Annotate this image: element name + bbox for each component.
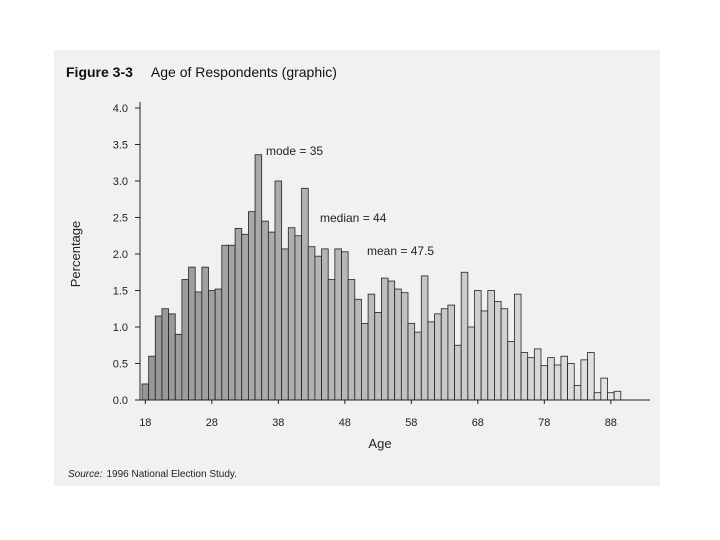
- bar-age-73: [508, 342, 515, 400]
- y-tick-label-4.0: 4.0: [112, 103, 128, 115]
- bar-age-69: [481, 311, 488, 400]
- y-axis-title: Percentage: [68, 220, 83, 288]
- bar-age-56: [395, 289, 402, 400]
- bar-age-78: [541, 366, 548, 400]
- bar-age-26: [195, 292, 202, 400]
- x-axis-title: Age: [368, 436, 392, 451]
- bar-age-47: [335, 249, 342, 400]
- bar-age-42: [302, 188, 309, 400]
- figure-panel: [54, 50, 660, 486]
- bar-age-86: [594, 393, 601, 400]
- bar-age-68: [475, 291, 482, 401]
- bar-age-57: [401, 293, 408, 400]
- bar-age-65: [455, 345, 462, 400]
- bar-age-24: [182, 280, 189, 400]
- bar-age-46: [328, 280, 335, 400]
- bar-age-81: [561, 356, 568, 400]
- bar-age-76: [528, 358, 535, 400]
- bar-age-20: [155, 316, 162, 400]
- bar-age-27: [202, 267, 209, 400]
- source-label: Source:: [68, 469, 103, 480]
- bar-age-87: [601, 378, 608, 400]
- y-tick-label-2.5: 2.5: [112, 212, 128, 225]
- bar-age-71: [494, 301, 501, 400]
- bar-age-53: [375, 312, 382, 400]
- bar-age-58: [408, 323, 415, 400]
- bar-age-55: [388, 281, 395, 400]
- bar-age-39: [282, 249, 289, 400]
- bar-age-67: [468, 327, 475, 400]
- bar-age-32: [235, 228, 242, 400]
- y-tick-label-3.0: 3.0: [112, 176, 128, 188]
- y-tick-label-2.0: 2.0: [112, 249, 128, 261]
- bar-age-59: [415, 332, 422, 400]
- annotation-1: median = 44: [320, 211, 387, 225]
- bar-age-51: [361, 323, 368, 400]
- bar-age-36: [262, 221, 269, 400]
- bar-age-45: [322, 249, 329, 400]
- bar-age-37: [268, 232, 275, 400]
- y-tick-label-1.5: 1.5: [112, 285, 128, 298]
- bar-age-72: [501, 309, 508, 400]
- annotation-2: mean = 47.5: [367, 244, 435, 258]
- bar-age-49: [348, 280, 355, 400]
- figure-label: Figure 3-3: [66, 64, 133, 80]
- bar-age-50: [355, 299, 362, 400]
- bar-age-89: [614, 391, 621, 400]
- bar-age-34: [248, 212, 255, 400]
- x-tick-label-68: 68: [471, 417, 484, 429]
- bar-age-30: [222, 245, 229, 400]
- bar-age-74: [514, 294, 521, 400]
- bar-age-63: [441, 309, 448, 400]
- bar-age-62: [435, 314, 442, 400]
- age-histogram-chart: [54, 50, 660, 486]
- y-tick-label-1.0: 1.0: [112, 322, 128, 334]
- bar-age-29: [215, 289, 222, 400]
- bar-age-28: [209, 291, 216, 401]
- bar-age-83: [574, 385, 581, 400]
- figure-title: Age of Respondents (graphic): [150, 64, 337, 80]
- bar-age-33: [242, 234, 249, 400]
- bar-age-35: [255, 155, 262, 400]
- bar-age-44: [315, 256, 322, 400]
- bar-age-85: [588, 353, 595, 400]
- x-tick-label-18: 18: [139, 417, 152, 429]
- x-tick-label-88: 88: [604, 417, 617, 429]
- bar-age-70: [488, 291, 495, 401]
- bar-age-66: [461, 272, 468, 400]
- bar-age-23: [175, 334, 182, 400]
- source-text: 1996 National Election Study.: [106, 469, 237, 480]
- bar-age-31: [228, 245, 235, 400]
- bar-age-88: [608, 393, 615, 400]
- bar-age-48: [342, 252, 349, 400]
- bar-age-41: [295, 236, 302, 400]
- bar-age-25: [189, 267, 196, 400]
- bar-age-38: [275, 181, 282, 400]
- bars-group: [142, 155, 621, 400]
- bar-age-18: [142, 384, 149, 400]
- bar-age-79: [548, 358, 555, 400]
- source-note: [68, 469, 237, 480]
- x-tick-label-28: 28: [205, 417, 218, 429]
- y-tick-label-3.5: 3.5: [112, 139, 128, 152]
- y-tick-label-0.5: 0.5: [112, 358, 128, 371]
- bar-age-22: [169, 314, 176, 400]
- x-tick-label-38: 38: [272, 417, 285, 429]
- bar-age-84: [581, 360, 588, 400]
- annotation-0: mode = 35: [266, 144, 324, 158]
- bar-age-52: [368, 294, 375, 400]
- y-tick-label-0.0: 0.0: [112, 395, 128, 407]
- bar-age-54: [381, 278, 388, 400]
- bar-age-61: [428, 322, 435, 400]
- bar-age-40: [288, 228, 295, 400]
- bar-age-75: [521, 353, 528, 400]
- bar-age-43: [308, 247, 315, 400]
- bar-age-64: [448, 305, 455, 400]
- bar-age-21: [162, 309, 169, 400]
- bar-age-82: [568, 364, 575, 401]
- bar-age-60: [421, 276, 428, 400]
- x-tick-label-58: 58: [405, 417, 418, 429]
- bar-age-19: [149, 356, 156, 400]
- bar-age-77: [534, 349, 541, 400]
- x-tick-label-48: 48: [338, 417, 351, 429]
- x-tick-label-78: 78: [538, 417, 551, 429]
- bar-age-80: [554, 365, 561, 400]
